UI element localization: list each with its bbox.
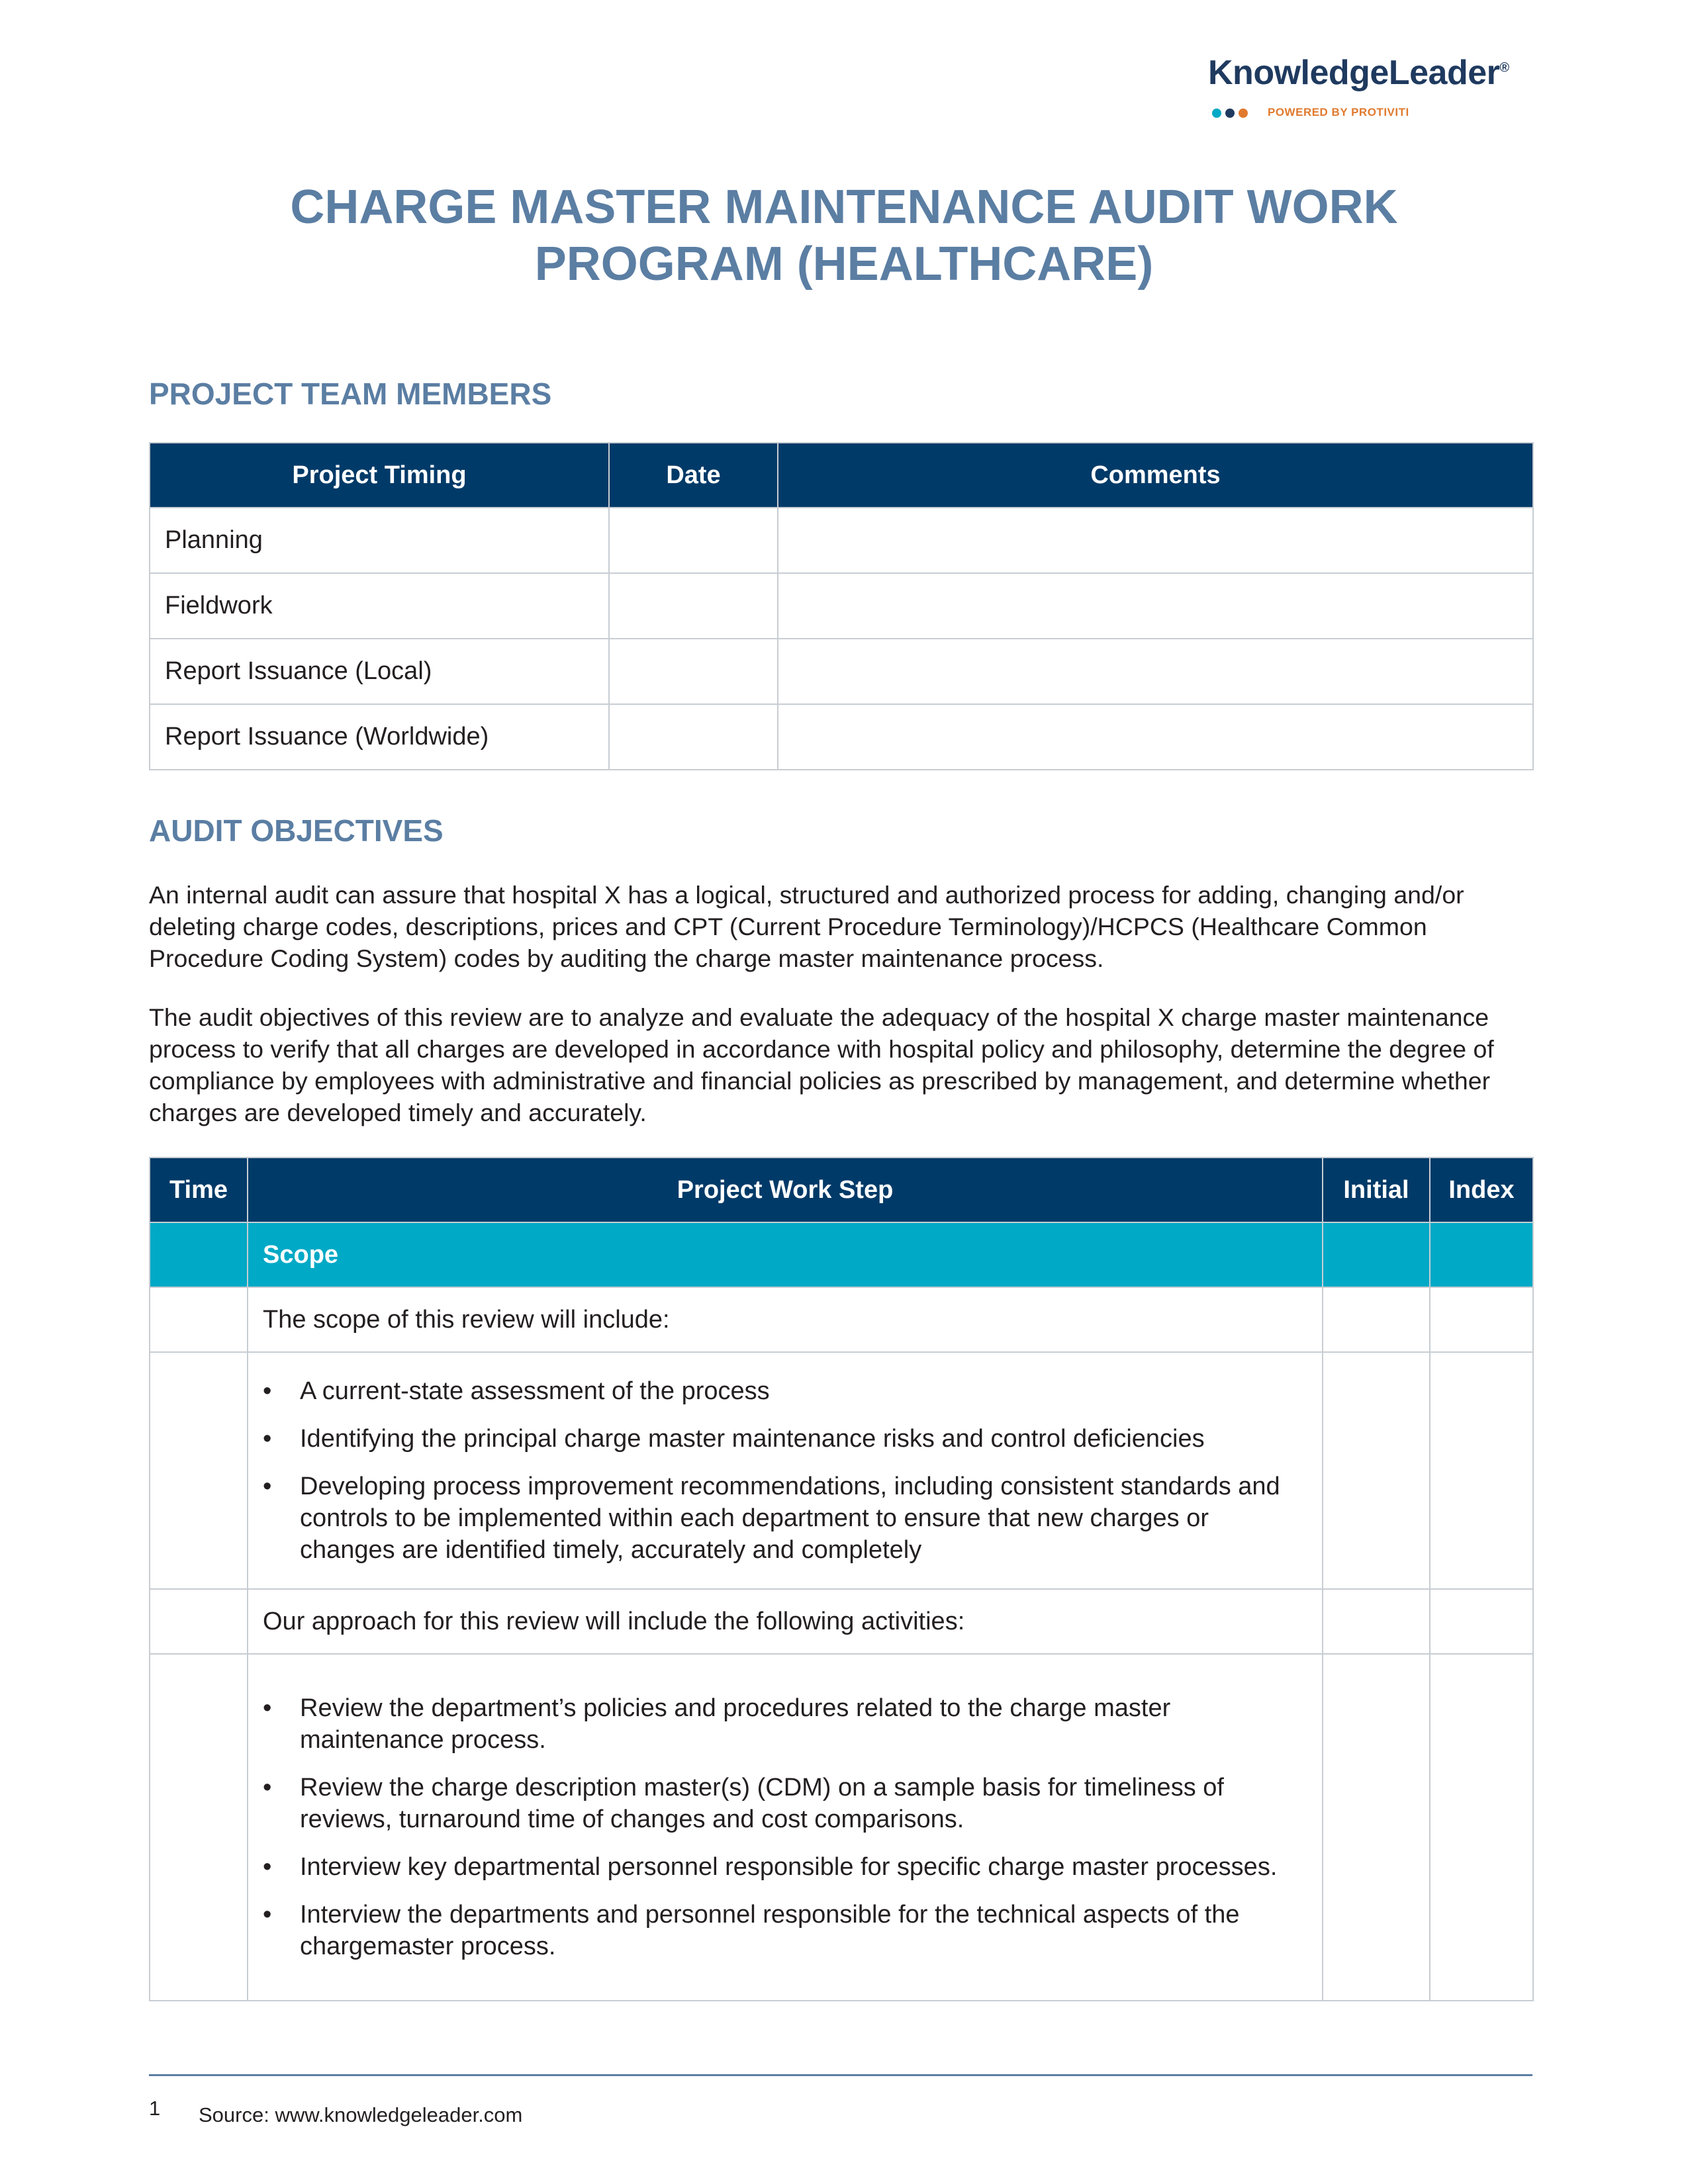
project-timing-table (149, 442, 1534, 770)
logo-dot-teal (1212, 109, 1221, 118)
table-row (150, 1654, 1533, 2001)
objectives-section-heading: AUDIT OBJECTIVES (149, 813, 444, 848)
initial-cell (1323, 1222, 1430, 1287)
scope-intro-text: The scope of this review will include: (248, 1287, 1323, 1352)
initial-cell[interactable] (1323, 1352, 1430, 1589)
col-header-project-timing: Project Timing (150, 443, 609, 508)
approach-intro-text: Our approach for this review will include the following activities: (248, 1589, 1323, 1654)
col-header-index: Index (1430, 1158, 1533, 1222)
registered-mark: ® (1499, 60, 1509, 75)
footer-divider (149, 2074, 1532, 2076)
comments-cell[interactable] (778, 508, 1533, 573)
index-cell[interactable] (1430, 1589, 1533, 1654)
time-cell (150, 1222, 248, 1287)
col-header-time: Time (150, 1158, 248, 1222)
time-cell[interactable] (150, 1589, 248, 1654)
list-item: • Interview key departmental personnel responsible for specific charge master processes. (263, 1851, 1289, 1883)
index-cell[interactable] (1430, 1352, 1533, 1589)
page-number: 1 (149, 2097, 161, 2120)
index-cell[interactable] (1430, 1287, 1533, 1352)
table-row (150, 639, 1533, 704)
time-cell[interactable] (150, 1654, 248, 2001)
approach-bullet-list (263, 1692, 1289, 1962)
date-cell[interactable] (609, 508, 778, 573)
title-line-1: CHARGE MASTER MAINTENANCE AUDIT WORK (290, 181, 1398, 234)
logo-wordmark: KnowledgeLeader® (1208, 54, 1509, 92)
logo-dots-icon (1212, 109, 1248, 118)
work-program-table (149, 1157, 1534, 2001)
scope-label: Scope (248, 1222, 1323, 1287)
col-header-initial: Initial (1323, 1158, 1430, 1222)
comments-cell[interactable] (778, 704, 1533, 770)
team-section-heading: PROJECT TEAM MEMBERS (149, 377, 552, 411)
comments-cell[interactable] (778, 639, 1533, 704)
list-item: • Review the charge description master(s) (CDM) on a sample basis for timeliness of reviews, turnaround time of changes and cost comparisons. (263, 1772, 1289, 1835)
index-cell[interactable] (1430, 1654, 1533, 2001)
table-row (150, 1287, 1533, 1352)
initial-cell[interactable] (1323, 1287, 1430, 1352)
table-row (150, 508, 1533, 573)
table-header-row (150, 443, 1533, 508)
table-row (150, 704, 1533, 770)
logo-dot-navy (1225, 109, 1235, 118)
approach-bullets-cell (248, 1654, 1323, 2001)
date-cell[interactable] (609, 704, 778, 770)
initial-cell[interactable] (1323, 1654, 1430, 2001)
objectives-paragraph-2: The audit objectives of this review are to analyze and evaluate the adequacy of the hospital X charge master maintenance process to verify that all charges are developed in accordance with hospital policy and philosophy, determine the degree of compliance by employees with administrative and financial policies as prescribed by management, and determine whether charges are developed timely and accurately. (149, 1003, 1494, 1126)
objectives-paragraph-1: An internal audit can assure that hospital X has a logical, structured and authorized process for adding, changing and/or deleting charge codes, descriptions, prices and CPT (Current Procedure Terminology)/HCPCS (Healthcare Common Procedure Coding System) codes by auditing the charge master maintenance process. (149, 881, 1464, 972)
table-row (150, 1352, 1533, 1589)
index-cell (1430, 1222, 1533, 1287)
list-item: • Review the department’s policies and procedures related to the charge master maintenance process. (263, 1692, 1289, 1756)
scope-bullets-cell (248, 1352, 1323, 1589)
scope-bullet-list (263, 1375, 1307, 1566)
timing-cell: Fieldwork (150, 573, 609, 639)
col-header-date: Date (609, 443, 778, 508)
initial-cell[interactable] (1323, 1589, 1430, 1654)
document-title (132, 179, 1556, 293)
list-item: • A current-state assessment of the process (263, 1375, 1307, 1407)
date-cell[interactable] (609, 573, 778, 639)
table-row (150, 573, 1533, 639)
col-header-work-step: Project Work Step (248, 1158, 1323, 1222)
logo-tagline: POWERED BY PROTIVITI (1268, 106, 1409, 118)
source-note: Source: www.knowledgeleader.com (199, 2103, 523, 2126)
timing-cell: Report Issuance (Local) (150, 639, 609, 704)
timing-cell: Report Issuance (Worldwide) (150, 704, 609, 770)
time-cell[interactable] (150, 1352, 248, 1589)
list-item: • Identifying the principal charge master maintenance risks and control deficiencies (263, 1423, 1307, 1455)
table-header-row (150, 1158, 1533, 1222)
col-header-comments: Comments (778, 443, 1533, 508)
time-cell[interactable] (150, 1287, 248, 1352)
list-item: • Interview the departments and personnel responsible for the technical aspects of the chargemaster process. (263, 1899, 1289, 1962)
date-cell[interactable] (609, 639, 778, 704)
list-item: • Developing process improvement recommendations, including consistent standards and controls to be implemented within each department to ensure that new charges or changes are identified timely, accurately and completely (263, 1471, 1307, 1566)
scope-row (150, 1222, 1533, 1287)
table-row (150, 1589, 1533, 1654)
comments-cell[interactable] (778, 573, 1533, 639)
title-line-2: PROGRAM (HEALTHCARE) (534, 238, 1154, 291)
timing-cell: Planning (150, 508, 609, 573)
knowledgeleader-logo (1208, 53, 1546, 126)
logo-dot-orange (1239, 109, 1248, 118)
